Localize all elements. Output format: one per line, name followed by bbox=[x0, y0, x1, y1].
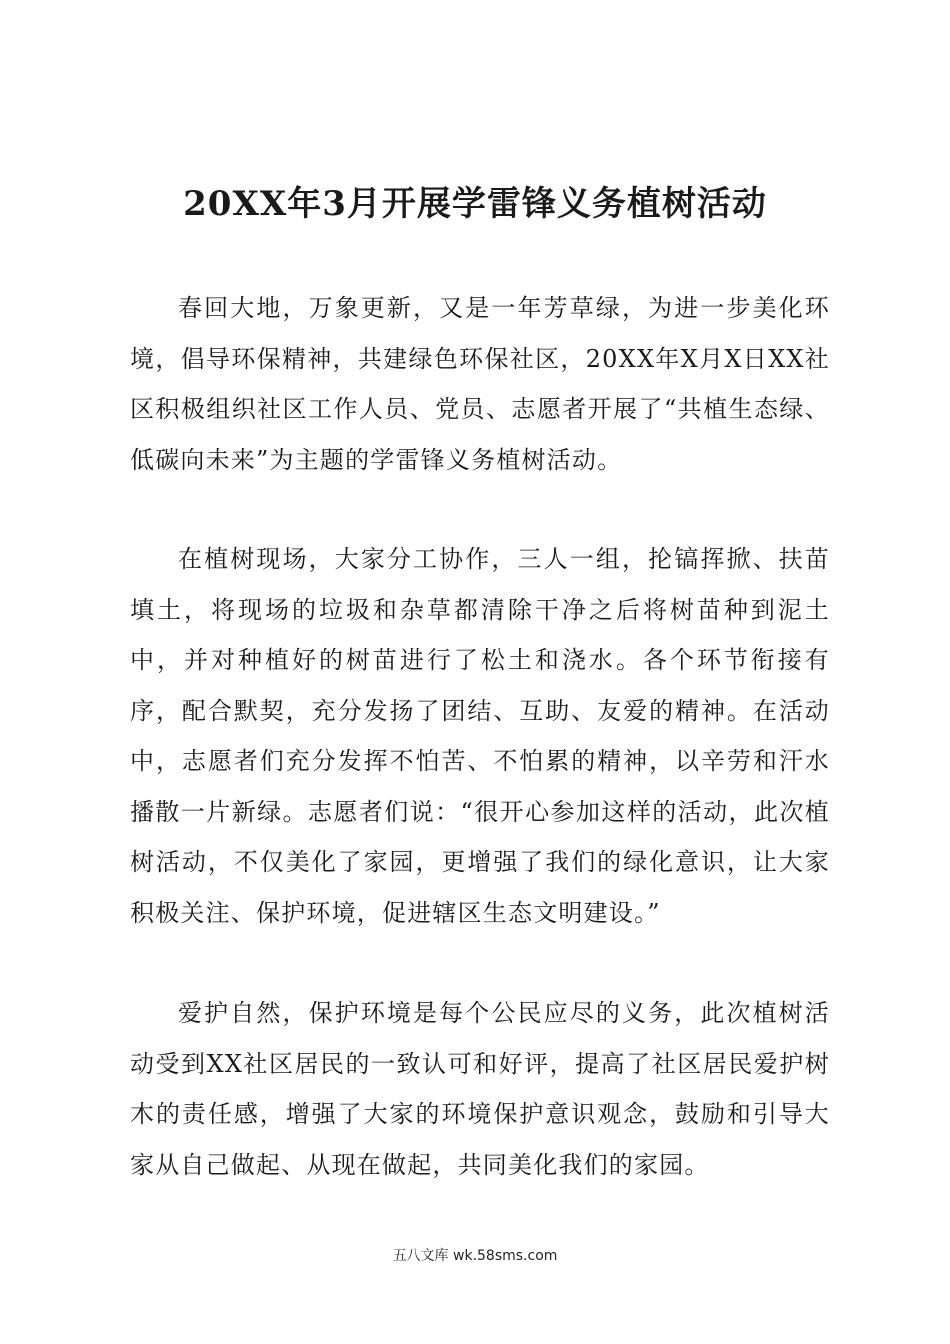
footer-watermark: 五八文库 wk.58sms.com bbox=[392, 1248, 558, 1264]
paragraph-intro: 春回大地，万象更新，又是一年芳草绿，为进一步美化环境，倡导环保精神，共建绿色环保社区，20XX年X月X日XX社区积极组织社区工作人员、党员、志愿者开展了“共植生态绿、低碳向未来”为主题的学雷锋义务植树活动。 bbox=[130, 294, 830, 474]
document-title: 20XX年3月开展学雷锋义务植树活动 bbox=[183, 184, 767, 224]
paragraph-conclusion: 爱护自然，保护环境是每个公民应尽的义务，此次植树活动受到XX社区居民的一致认可和好评，提高了社区居民爱护树木的责任感，增强了大家的环境保护意识观念，鼓励和引导大家从自己做起、从现在做起，共同美化我们的家园。 bbox=[130, 999, 830, 1179]
paragraph-activity: 在植树现场，大家分工协作，三人一组，抡镐挥掀、扶苗填土，将现场的垃圾和杂草都清除干净之后将树苗种到泥土中，并对种植好的树苗进行了松土和浇水。各个环节衔接有序，配合默契，充分发扬了团结、互助、友爱的精神。在活动中，志愿者们充分发挥不怕苦、不怕累的精神，以辛劳和汗水播散一片新绿。志愿者们说：“很开心参加这样的活动，此次植树活动，不仅美化了家园，更增强了我们的绿化意识，让大家积极关注、保护环境，促进辖区生态文明建设。” bbox=[130, 545, 830, 927]
